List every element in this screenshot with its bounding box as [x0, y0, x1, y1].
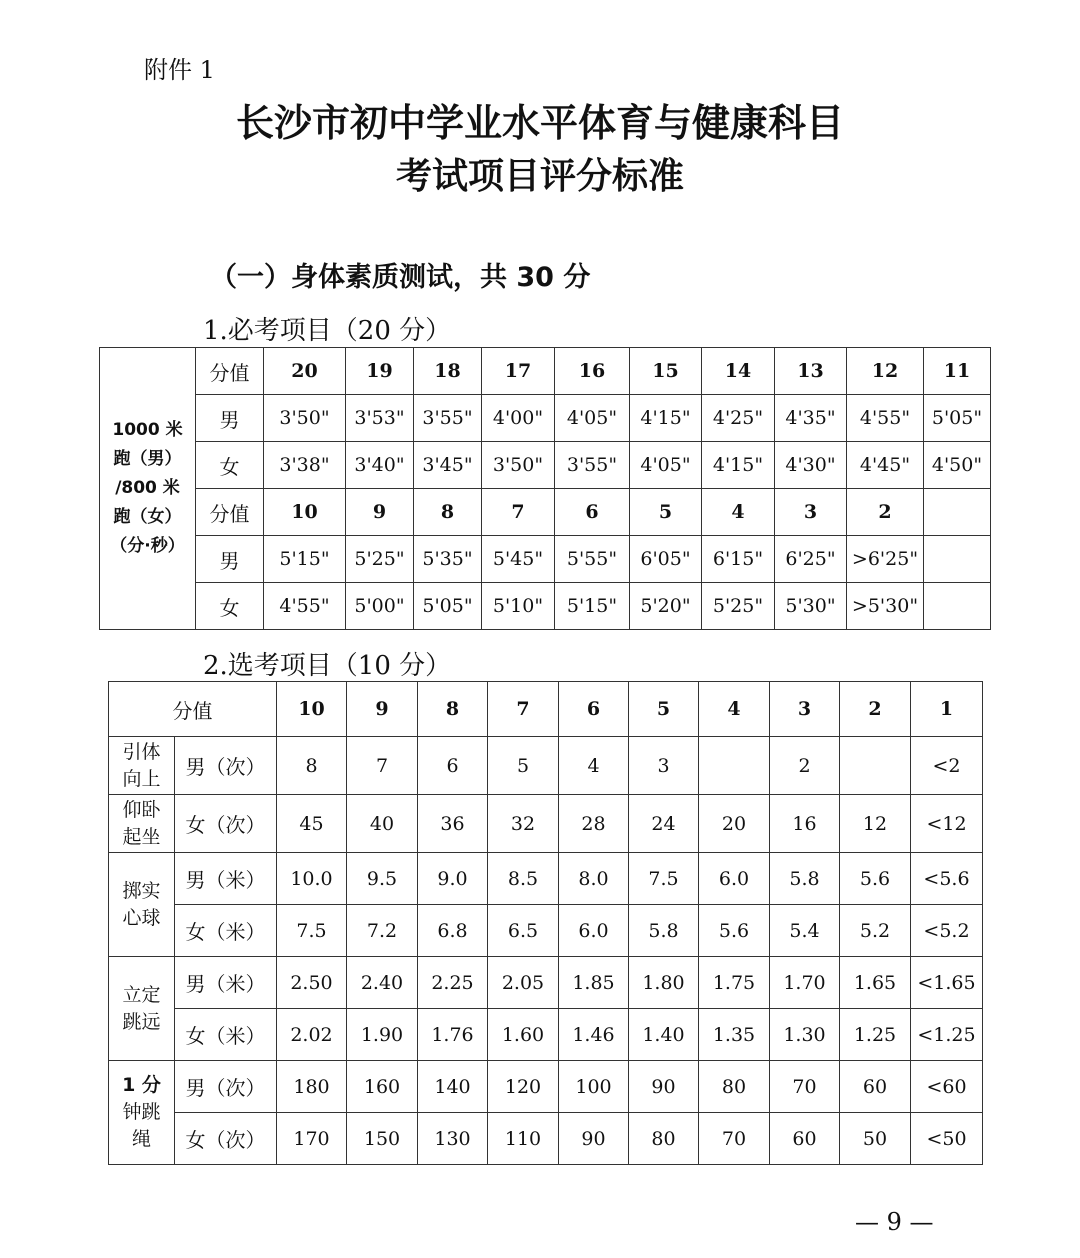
value-cell: 5'05": [414, 583, 482, 630]
value-cell: 3'50": [482, 442, 555, 489]
optional-score-table: [108, 681, 983, 1165]
value-cell: 4'55": [264, 583, 346, 630]
score-cell: 1: [911, 682, 983, 737]
row-label: 分值: [196, 348, 264, 395]
score-cell: 8: [418, 682, 488, 737]
value-cell: 5'15": [264, 536, 346, 583]
event-label-cell: [109, 1061, 175, 1165]
value-cell: 90: [629, 1061, 699, 1113]
event-label-cell: [109, 795, 175, 853]
value-cell: 140: [418, 1061, 488, 1113]
table-row: [100, 395, 991, 442]
table-row: [100, 536, 991, 583]
gender-unit-label: 男（米）: [175, 957, 277, 1009]
value-cell: 9.0: [418, 853, 488, 905]
score-cell: 4: [699, 682, 770, 737]
value-cell: 36: [418, 795, 488, 853]
score-cell: 2: [840, 682, 911, 737]
event-label-line: 跑（女）: [113, 507, 182, 527]
value-cell: [924, 583, 991, 630]
page-number: — 9 —: [855, 1208, 934, 1236]
score-label: 分值: [109, 682, 277, 737]
value-cell: 28: [559, 795, 629, 853]
value-cell: 6.8: [418, 905, 488, 957]
table-row: [100, 583, 991, 630]
score-cell: 20: [264, 348, 346, 395]
event-label-line: 掷实: [122, 879, 161, 902]
value-cell: 24: [629, 795, 699, 853]
value-cell: 70: [770, 1061, 840, 1113]
event-label-line: 引体: [122, 740, 161, 763]
event-label-line: 跑（男）: [113, 449, 182, 469]
value-cell: 6.0: [559, 905, 629, 957]
value-cell: 12: [840, 795, 911, 853]
score-cell: 6: [555, 489, 630, 536]
value-cell: 3: [629, 737, 699, 795]
table-row: [109, 853, 983, 905]
required-heading: 1.必考项目（20 分）: [203, 316, 452, 346]
event-label-line: 跳远: [122, 1010, 161, 1033]
value-cell: 4'05": [630, 442, 702, 489]
score-cell: 9: [346, 489, 414, 536]
value-cell: 1.35: [699, 1009, 770, 1061]
score-cell: 4: [702, 489, 775, 536]
value-cell: 6'05": [630, 536, 702, 583]
value-cell: 2.40: [347, 957, 418, 1009]
value-cell: 3'45": [414, 442, 482, 489]
score-cell: 14: [702, 348, 775, 395]
value-cell: 16: [770, 795, 840, 853]
value-cell: 6: [418, 737, 488, 795]
value-cell: 3'55": [555, 442, 630, 489]
score-cell: 3: [775, 489, 847, 536]
value-cell: <1.65: [911, 957, 983, 1009]
value-cell: 4'55": [847, 395, 924, 442]
value-cell: 2.02: [277, 1009, 347, 1061]
value-cell: 180: [277, 1061, 347, 1113]
gender-unit-label: 女（米）: [175, 905, 277, 957]
value-cell: 1.76: [418, 1009, 488, 1061]
table-row: [109, 905, 983, 957]
event-label-line: 1000 米: [112, 420, 183, 440]
gender-unit-label: 男（次）: [175, 737, 277, 795]
value-cell: <50: [911, 1113, 983, 1165]
value-cell: 1.75: [699, 957, 770, 1009]
value-cell: 7.5: [629, 853, 699, 905]
value-cell: 130: [418, 1113, 488, 1165]
value-cell: 90: [559, 1113, 629, 1165]
value-cell: 3'50": [264, 395, 346, 442]
value-cell: 5.8: [770, 853, 840, 905]
value-cell: 1.30: [770, 1009, 840, 1061]
value-cell: 45: [277, 795, 347, 853]
value-cell: 6.5: [488, 905, 559, 957]
score-cell: 15: [630, 348, 702, 395]
value-cell: 5'30": [775, 583, 847, 630]
value-cell: 2.25: [418, 957, 488, 1009]
value-cell: 150: [347, 1113, 418, 1165]
value-cell: <12: [911, 795, 983, 853]
value-cell: 4'25": [702, 395, 775, 442]
value-cell: 9.5: [347, 853, 418, 905]
value-cell: 170: [277, 1113, 347, 1165]
score-cell: 3: [770, 682, 840, 737]
value-cell: <2: [911, 737, 983, 795]
value-cell: 3'38": [264, 442, 346, 489]
row-label: 女: [196, 442, 264, 489]
value-cell: 5'10": [482, 583, 555, 630]
value-cell: 2.05: [488, 957, 559, 1009]
score-cell: 10: [277, 682, 347, 737]
score-cell: 17: [482, 348, 555, 395]
value-cell: 10.0: [277, 853, 347, 905]
value-cell: 4'30": [775, 442, 847, 489]
table-row: [109, 1009, 983, 1061]
value-cell: 160: [347, 1061, 418, 1113]
value-cell: 1.65: [840, 957, 911, 1009]
event-label-line: /800 米: [115, 478, 180, 498]
optional-heading: 2.选考项目（10 分）: [203, 651, 452, 681]
table-row: [100, 348, 991, 395]
row-label: 分值: [196, 489, 264, 536]
event-label-cell: [100, 348, 196, 630]
value-cell: 5.6: [840, 853, 911, 905]
score-cell: 16: [555, 348, 630, 395]
value-cell: 1.80: [629, 957, 699, 1009]
attachment-label: 附件 1: [144, 56, 215, 84]
value-cell: 2: [770, 737, 840, 795]
value-cell: 5'00": [346, 583, 414, 630]
table-row: [100, 442, 991, 489]
event-label-line: 钟跳: [122, 1101, 161, 1123]
value-cell: 20: [699, 795, 770, 853]
value-cell: 3'53": [346, 395, 414, 442]
value-cell: 4'45": [847, 442, 924, 489]
value-cell: 1.70: [770, 957, 840, 1009]
value-cell: 120: [488, 1061, 559, 1113]
event-label-line: 仰卧: [122, 798, 161, 821]
value-cell: 110: [488, 1113, 559, 1165]
score-cell: 11: [924, 348, 991, 395]
value-cell: 7: [347, 737, 418, 795]
score-cell: 8: [414, 489, 482, 536]
score-cell: 18: [414, 348, 482, 395]
score-cell: 13: [775, 348, 847, 395]
event-label-line: 向上: [122, 767, 161, 790]
gender-unit-label: 女（次）: [175, 795, 277, 853]
row-label: 男: [196, 536, 264, 583]
table-row: [109, 1113, 983, 1165]
row-label: 男: [196, 395, 264, 442]
value-cell: 2.50: [277, 957, 347, 1009]
event-label-line: 起坐: [122, 825, 161, 848]
score-cell: [924, 489, 991, 536]
value-cell: <5.2: [911, 905, 983, 957]
value-cell: 7.5: [277, 905, 347, 957]
value-cell: 1.46: [559, 1009, 629, 1061]
event-label-cell: [109, 853, 175, 957]
value-cell: 5'35": [414, 536, 482, 583]
value-cell: [699, 737, 770, 795]
value-cell: 4: [559, 737, 629, 795]
table-row: [109, 957, 983, 1009]
gender-unit-label: 女（次）: [175, 1113, 277, 1165]
value-cell: 100: [559, 1061, 629, 1113]
value-cell: 1.85: [559, 957, 629, 1009]
value-cell: >5'30": [847, 583, 924, 630]
value-cell: 3'40": [346, 442, 414, 489]
event-label-line: 心球: [122, 906, 161, 929]
table-row: [109, 737, 983, 795]
value-cell: 4'50": [924, 442, 991, 489]
value-cell: 70: [699, 1113, 770, 1165]
table-row: [100, 489, 991, 536]
value-cell: 3'55": [414, 395, 482, 442]
document-title: 长沙市初中学业水平体育与健康科目: [235, 101, 844, 145]
value-cell: 6'15": [702, 536, 775, 583]
value-cell: 5: [488, 737, 559, 795]
value-cell: [924, 536, 991, 583]
value-cell: 4'05": [555, 395, 630, 442]
score-cell: 10: [264, 489, 346, 536]
value-cell: 5.4: [770, 905, 840, 957]
score-cell: 12: [847, 348, 924, 395]
score-cell: 6: [559, 682, 629, 737]
value-cell: 8.0: [559, 853, 629, 905]
value-cell: 5'15": [555, 583, 630, 630]
event-label-line: 1 分: [122, 1074, 161, 1096]
score-cell: 19: [346, 348, 414, 395]
value-cell: 8: [277, 737, 347, 795]
value-cell: 40: [347, 795, 418, 853]
score-cell: 5: [630, 489, 702, 536]
value-cell: 6'25": [775, 536, 847, 583]
row-label: 女: [196, 583, 264, 630]
value-cell: 1.90: [347, 1009, 418, 1061]
value-cell: 7.2: [347, 905, 418, 957]
section-title: （一）身体素质测试，共 30 分: [210, 262, 591, 293]
value-cell: 60: [770, 1113, 840, 1165]
value-cell: 6.0: [699, 853, 770, 905]
score-header-row: [109, 682, 983, 737]
value-cell: <5.6: [911, 853, 983, 905]
value-cell: 4'00": [482, 395, 555, 442]
event-label-line: 立定: [122, 983, 161, 1006]
score-cell: 7: [482, 489, 555, 536]
value-cell: >6'25": [847, 536, 924, 583]
value-cell: 1.25: [840, 1009, 911, 1061]
value-cell: 4'15": [630, 395, 702, 442]
table-row: [109, 1061, 983, 1113]
gender-unit-label: 男（米）: [175, 853, 277, 905]
value-cell: [840, 737, 911, 795]
event-label-cell: [109, 957, 175, 1061]
event-label-line: （分·秒）: [110, 536, 185, 556]
gender-unit-label: 女（米）: [175, 1009, 277, 1061]
score-cell: 7: [488, 682, 559, 737]
value-cell: 5'25": [346, 536, 414, 583]
score-cell: 2: [847, 489, 924, 536]
value-cell: 5.2: [840, 905, 911, 957]
value-cell: 8.5: [488, 853, 559, 905]
value-cell: 5'05": [924, 395, 991, 442]
score-cell: 9: [347, 682, 418, 737]
table-row: [109, 795, 983, 853]
value-cell: 80: [699, 1061, 770, 1113]
value-cell: 4'15": [702, 442, 775, 489]
value-cell: <1.25: [911, 1009, 983, 1061]
gender-unit-label: 男（次）: [175, 1061, 277, 1113]
value-cell: 4'35": [775, 395, 847, 442]
value-cell: 1.40: [629, 1009, 699, 1061]
value-cell: 5'25": [702, 583, 775, 630]
value-cell: 32: [488, 795, 559, 853]
value-cell: <60: [911, 1061, 983, 1113]
score-cell: 5: [629, 682, 699, 737]
document-subtitle: 考试项目评分标准: [395, 156, 684, 197]
value-cell: 5'55": [555, 536, 630, 583]
value-cell: 5'20": [630, 583, 702, 630]
event-label-cell: [109, 737, 175, 795]
value-cell: 60: [840, 1061, 911, 1113]
required-score-table: [99, 347, 991, 630]
event-label-line: 绳: [131, 1128, 151, 1150]
value-cell: 50: [840, 1113, 911, 1165]
value-cell: 5.8: [629, 905, 699, 957]
value-cell: 5'45": [482, 536, 555, 583]
value-cell: 1.60: [488, 1009, 559, 1061]
value-cell: 80: [629, 1113, 699, 1165]
value-cell: 5.6: [699, 905, 770, 957]
